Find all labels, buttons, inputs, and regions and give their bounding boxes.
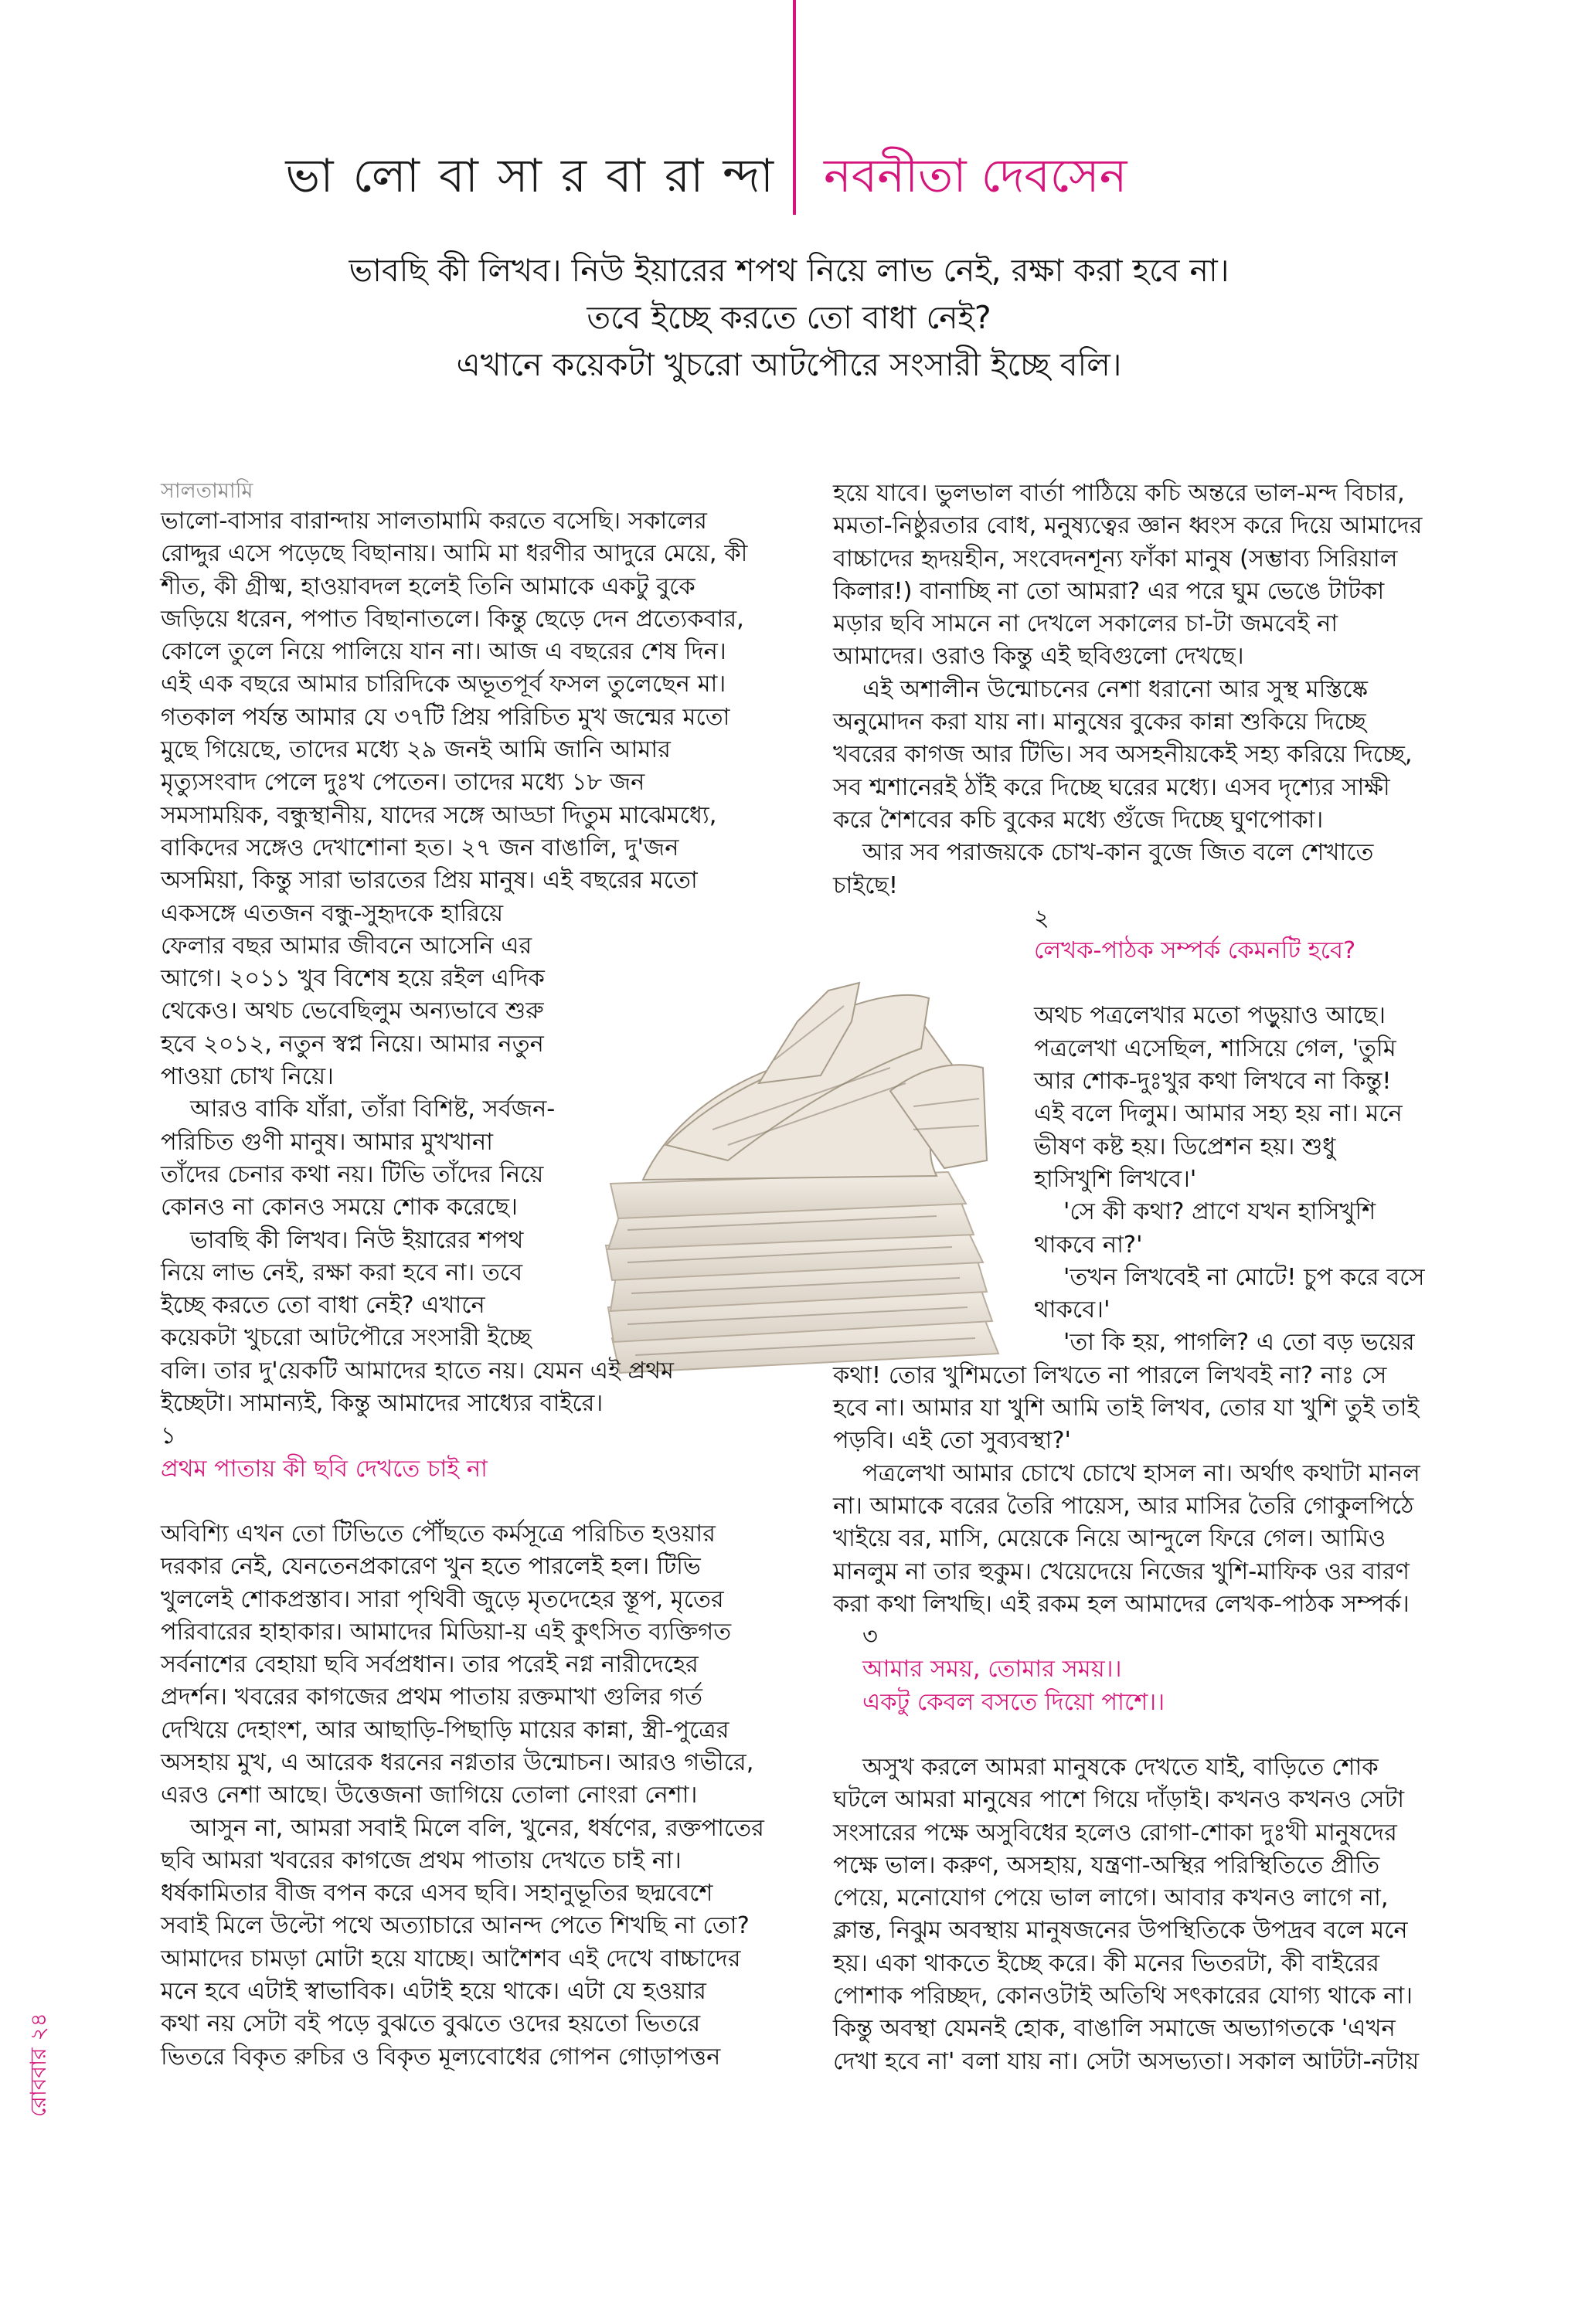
text-line: 'সে কী কথা? প্রাণে যখন হাসিখুশি — [1063, 1198, 1376, 1226]
section-number: ১ — [161, 1422, 176, 1450]
text-line: করা কথা লিখছি। এই রকম হল আমাদের লেখক-পাঠক সম্পর্ক। — [833, 1590, 1410, 1618]
text-line: মৃত্যুসংবাদ পেলে দুঃখ পেতেন। তাদের মধ্যে ১৮ জন — [161, 769, 645, 797]
text-line: হয়ে যাবে। ভুলভাল বার্তা পাঠিয়ে কচি অন্তরে ভাল-মন্দ বিচার, — [833, 480, 1405, 507]
text-line: এই বলে দিলুম। আমার সহ্য হয় না। মনে — [1034, 1100, 1403, 1128]
text-line: হবে না। আমার যা খুশি আমি তাই লিখব, তোর যা খুশি তুই তাই — [833, 1395, 1420, 1422]
text-line: দেখা হবে না' বলা যায় না। সেটা অসভ্যতা। সকাল আটটা-নটায় — [833, 2047, 1420, 2075]
text-line: শীত, কী গ্রীষ্ম, হাওয়াবদল হলেই তিনি আমাকে একটু বুকে — [161, 573, 695, 600]
text-line: হবে ২০১২, নতুন স্বপ্ন নিয়ে। আমার নতুন — [161, 1030, 544, 1058]
text-line: মড়ার ছবি সামনে না দেখলে সকালের চা-টা জমবেই না — [833, 610, 1338, 638]
text-line: জড়িয়ে ধরেন, পপাত বিছানাতলে। কিন্তু ছেড়ে দেন প্রত্যেকবার, — [161, 605, 744, 633]
text-line: কথা! তোর খুশিমতো লিখতে না পারলে লিখবই না? নাঃ সে — [833, 1361, 1387, 1389]
page-folio: রোববার ২৪ — [26, 2013, 51, 2117]
text-line: ক্লান্ত, নিঝুম অবস্থায় মানুষজনের উপস্থিতিকে উপদ্রব বলে মনে — [833, 1917, 1408, 1945]
author-name: নবনীতা দেবসেন — [824, 149, 1127, 203]
text-line: সর্বনাশের বেহায়া ছবি সর্বপ্রধান। তার পরেই নগ্ন নারীদেহের — [161, 1651, 699, 1679]
text-line: ভালো-বাসার বারান্দায় সালতামামি করতে বসেছি। সকালের — [161, 508, 707, 535]
text-line: আসুন না, আমরা সবাই মিলে বলি, খুনের, ধর্ষণের, রক্তপাতের — [190, 1814, 764, 1842]
column-title: ভা লো বা সা র বা রা ন্দা — [285, 149, 776, 203]
section-heading: একটু কেবল বসতে দিয়ো পাশে।। — [862, 1688, 1165, 1716]
spacer — [833, 1719, 1420, 1751]
text-line: অবিশ্যি এখন তো টিভিতে পৌঁছতে কর্মসূত্রে পরিচিত হওয়ার — [161, 1520, 716, 1548]
text-line: সমসাময়িক, বন্ধুস্থানীয়, যাদের সঙ্গে আড্ডা দিতুম মাঝেমধ্যে, — [161, 801, 717, 829]
text-line: ইচ্ছেটা। সামান্যই, কিন্তু আমাদের সাধ্যের বাইরে। — [161, 1390, 604, 1418]
section-heading: লেখক-পাঠক সম্পর্ক কেমনটি হবে? — [1034, 937, 1356, 965]
text-line: হাসিখুশি লিখবে।' — [1034, 1165, 1197, 1193]
text-line: সবাই মিলে উল্টো পথে অত্যাচারে আনন্দ পেতে শিখছি না তো? — [161, 1912, 750, 1940]
left-column — [161, 477, 764, 2074]
text-line: অনুমোদন করা যায় না। মানুষের বুকের কান্না শুকিয়ে দিচ্ছে — [833, 708, 1366, 736]
text-line: কোনও না কোনও সময়ে শোক করেছে। — [161, 1194, 518, 1221]
text-line: পাওয়া চোখ নিয়ে। — [161, 1063, 334, 1091]
text-line: কিলার!) বানাচ্ছি না তো আমরা? এর পরে ঘুম ভেঙে টাটকা — [833, 577, 1385, 605]
text-line: থেকেও। অথচ ভেবেছিলুম অন্যভাবে শুরু — [161, 997, 544, 1025]
text-line: একসঙ্গে এতজন বন্ধু-সুহৃদকে হারিয়ে — [161, 899, 504, 927]
text-line: মুছে গিয়েছে, তাদের মধ্যে ২৯ জনই আমি জানি আমার — [161, 736, 671, 764]
section-number: ২ — [1034, 904, 1049, 932]
text-line: তাঁদের চেনার কথা নয়। টিভি তাঁদের নিয়ে — [161, 1160, 544, 1188]
text-line: পরিচিত গুণী মানুষ। আমার মুখখানা — [161, 1128, 494, 1156]
header-vertical-rule — [793, 0, 796, 215]
deck-line: ভাবছি কী লিখব। নিউ ইয়ারের শপথ নিয়ে লাভ নেই, রক্ষা করা হবে না। — [349, 252, 1229, 289]
right-column — [833, 477, 1425, 2078]
text-line: পড়বি। এই তো সুব্যবস্থা?' — [833, 1427, 1071, 1455]
text-line: ভীষণ কষ্ট হয়। ডিপ্রেশন হয়। শুধু — [1034, 1133, 1336, 1160]
text-line: আমাদের চামড়া মোটা হয়ে যাচ্ছে। আশৈশব এই দেখে বাচ্চাদের — [161, 1945, 741, 1972]
section-heading: প্রথম পাতায় কী ছবি দেখতে চাই না — [161, 1455, 488, 1483]
text-line: ধর্ষকামিতার বীজ বপন করে এসব ছবি। সহানুভূতির ছদ্মবেশে — [161, 1880, 713, 1908]
text-line: আর সব পরাজয়কে চোখ-কান বুজে জিত বলে শেখাতে — [862, 839, 1374, 867]
text-line: আগে। ২০১১ খুব বিশেষ হয়ে রইল এদিক — [161, 965, 545, 993]
text-line: দরকার নেই, যেনতেনপ্রকারেণ খুন হতে পারলেই হল। টিভি — [161, 1553, 701, 1581]
text-line: পক্ষে ভাল। করুণ, অসহায়, যন্ত্রণা-অস্থির পরিস্থিতিতে প্রীতি — [833, 1851, 1380, 1879]
text-line: পোশাক পরিচ্ছদ, কোনওটাই অতিথি সৎকারের যোগ্য থাকে না। — [833, 1983, 1413, 2010]
text-line: সব শ্মশানেরই ঠাঁই করে দিচ্ছে ঘরের মধ্যে। এসব দৃশ্যের সাক্ষী — [833, 773, 1390, 801]
text-line: মনে হবে এটাই স্বাভাবিক। এটাই হয়ে থাকে। এটা যে হওয়ার — [161, 1978, 706, 2006]
text-line: অথচ পত্রলেখার মতো পড়ুয়াও আছে। — [1034, 1002, 1386, 1030]
text-line: আরও বাকি যাঁরা, তাঁরা বিশিষ্ট, সর্বজন- — [190, 1096, 556, 1123]
text-line: ফেলার বছর আমার জীবনে আসেনি এর — [161, 932, 532, 960]
text-line: ইচ্ছে করতে তো বাধা নেই? এখানে — [161, 1292, 485, 1320]
text-line: খুললেই শোকপ্রস্তাব। সারা পৃথিবী জুড়ে মৃতদেহের স্তূপ, মৃতের — [161, 1585, 724, 1613]
text-line: পরিবারের হাহাকার। আমাদের মিডিয়া-য় এই কুৎসিত ব্যক্তিগত — [161, 1618, 732, 1646]
text-line: কয়েকটা খুচরো আটপৌরে সংসারী ইচ্ছে — [161, 1324, 532, 1352]
deck-line: এখানে কয়েকটা খুচরো আটপৌরে সংসারী ইচ্ছে বলি। — [456, 346, 1122, 383]
section-heading: আমার সময়, তোমার সময়।। — [862, 1656, 1122, 1684]
text-line: বাচ্চাদের হৃদয়হীন, সংবেদনশূন্য ফাঁকা মানুষ (সম্ভাব্য সিরিয়াল — [833, 545, 1398, 573]
text-line: অসহায় মুখ, এ আরেক ধরনের নগ্নতার উন্মোচন। আরও গভীরে, — [161, 1748, 754, 1776]
text-line: প্রদর্শন। খবরের কাগজের প্রথম পাতায় রক্তমাখা গুলির গর্ত — [161, 1684, 703, 1711]
text-line: বলি। তার দু'য়েকটি আমাদের হাতে নয়। যেমন এই প্রথম — [161, 1357, 674, 1385]
text-line: না। আমাকে বরের তৈরি পায়েস, আর মাসির তৈরি গোকুলপিঠে — [833, 1492, 1414, 1520]
text-line: এই এক বছরে আমার চারিদিকে অভূতপূর্ব ফসল তুলেছেন মা। — [161, 671, 726, 698]
text-line: আর শোক-দুঃখুর কথা লিখবে না কিন্তু! — [1034, 1068, 1392, 1096]
text-line: থাকবে।' — [1034, 1296, 1110, 1324]
text-line: ভাবছি কী লিখব। নিউ ইয়ারের শপথ — [190, 1226, 524, 1254]
text-line: নিয়ে লাভ নেই, রক্ষা করা হবে না। তবে — [161, 1259, 523, 1286]
text-line: ছবি আমরা খবরের কাগজে প্রথম পাতায় দেখতে চাই না। — [161, 1847, 682, 1874]
text-line: অসমিয়া, কিন্তু সারা ভারতের প্রিয় মানুষ। এই বছরের মতো — [161, 867, 698, 895]
text-line: কথা নয় সেটা বই পড়ে বুঝতে বুঝতে ওদের হয়তো ভিতরে — [161, 2010, 701, 2038]
section-number: ৩ — [862, 1623, 878, 1651]
text-line: এরও নেশা আছে। উত্তেজনা জাগিয়ে তোলা নোংরা নেশা। — [161, 1782, 698, 1809]
section-kicker: সালতামামি — [161, 479, 253, 503]
deck — [0, 247, 1578, 389]
text-line: বাকিদের সঙ্গেও দেখাশোনা হত। ২৭ জন বাঙালি, দু'জন — [161, 834, 679, 861]
text-line: করে শৈশবের কচি বুকের মধ্যে গুঁজে দিচ্ছে ঘুণপোকা। — [833, 806, 1324, 834]
deck-line: তবে ইচ্ছে করতে তো বাধা নেই? — [587, 299, 991, 336]
text-line: মমতা-নিষ্ঠুরতার বোধ, মনুষ্যত্বের জ্ঞান ধ্বংস করে দিয়ে আমাদের — [833, 512, 1423, 540]
text-line: পত্রলেখা এসেছিল, শাসিয়ে গেল, 'তুমি — [1034, 1035, 1396, 1062]
text-line: কিন্তু অবস্থা যেমনই হোক, বাঙালি সমাজে অভ্যাগতকে 'এখন — [833, 2015, 1396, 2043]
text-line: রোদ্দুর এসে পড়েছে বিছানায়। আমি মা ধরণীর আদুরে মেয়ে, কী — [161, 540, 748, 568]
text-line: থাকবে না?' — [1034, 1231, 1143, 1259]
text-line: সংসারের পক্ষে অসুবিধের হলেও রোগা-শোকা দুঃখী মানুষদের — [833, 1819, 1397, 1847]
text-line: আমাদের। ওরাও কিন্তু এই ছবিগুলো দেখছে। — [833, 643, 1244, 671]
text-line: খাইয়ে বর, মাসি, মেয়েকে নিয়ে আন্দুলে ফিরে গেল। আমিও — [833, 1525, 1386, 1553]
text-line: দেখিয়ে দেহাংশ, আর আছাড়ি-পিছাড়ি মায়ের কান্না, স্ত্রী-পুত্রের — [161, 1716, 729, 1744]
spacer — [161, 1486, 736, 1518]
text-line: হয়। একা থাকতে ইচ্ছে করে। কী মনের ভিতরটা, কী বাইরের — [833, 1949, 1379, 1977]
text-line: 'তা কি হয়, পাগলি? এ তো বড় ভয়ের — [1063, 1329, 1415, 1357]
text-line: অসুখ করলে আমরা মানুষকে দেখতে যাই, বাড়িতে শোক — [862, 1753, 1379, 1781]
text-line: ভিতরে বিকৃত রুচির ও বিকৃত মূল্যবোধের গোপন গোড়াপত্তন — [161, 2043, 721, 2071]
text-line: কোলে তুলে নিয়ে পালিয়ে যান না। আজ এ বছরের শেষ দিন। — [161, 638, 726, 666]
text-line: পত্রলেখা আমার চোখে চোখে হাসল না। অর্থাৎ কথাটা মানল — [862, 1459, 1420, 1487]
text-line: এই অশালীন উন্মোচনের নেশা ধরানো আর সুস্থ মস্তিষ্কে — [862, 675, 1368, 703]
text-line: 'তখন লিখবেই না মোটে! চুপ করে বসে — [1063, 1263, 1425, 1291]
text-line: চাইছে! — [833, 872, 899, 899]
spacer — [833, 967, 1420, 1000]
text-line: খবরের কাগজ আর টিভি। সব অসহনীয়কেই সহ্য করিয়ে দিচ্ছে, — [833, 741, 1413, 769]
text-line: পেয়ে, মনোযোগ পেয়ে ভাল লাগে। আবার কখনও লাগে না, — [833, 1884, 1389, 1912]
text-line: মানলুম না তার হুকুম। খেয়েদেয়ে নিজের খুশি-মাফিক ওর বারণ — [833, 1558, 1410, 1585]
text-line: গতকাল পর্যন্ত আমার যে ৩৭টি প্রিয় পরিচিত মুখ জন্মের মতো — [161, 703, 730, 731]
text-line: ঘটলে আমরা মানুষের পাশে গিয়ে দাঁড়াই। কখনও কখনও সেটা — [833, 1786, 1405, 1814]
